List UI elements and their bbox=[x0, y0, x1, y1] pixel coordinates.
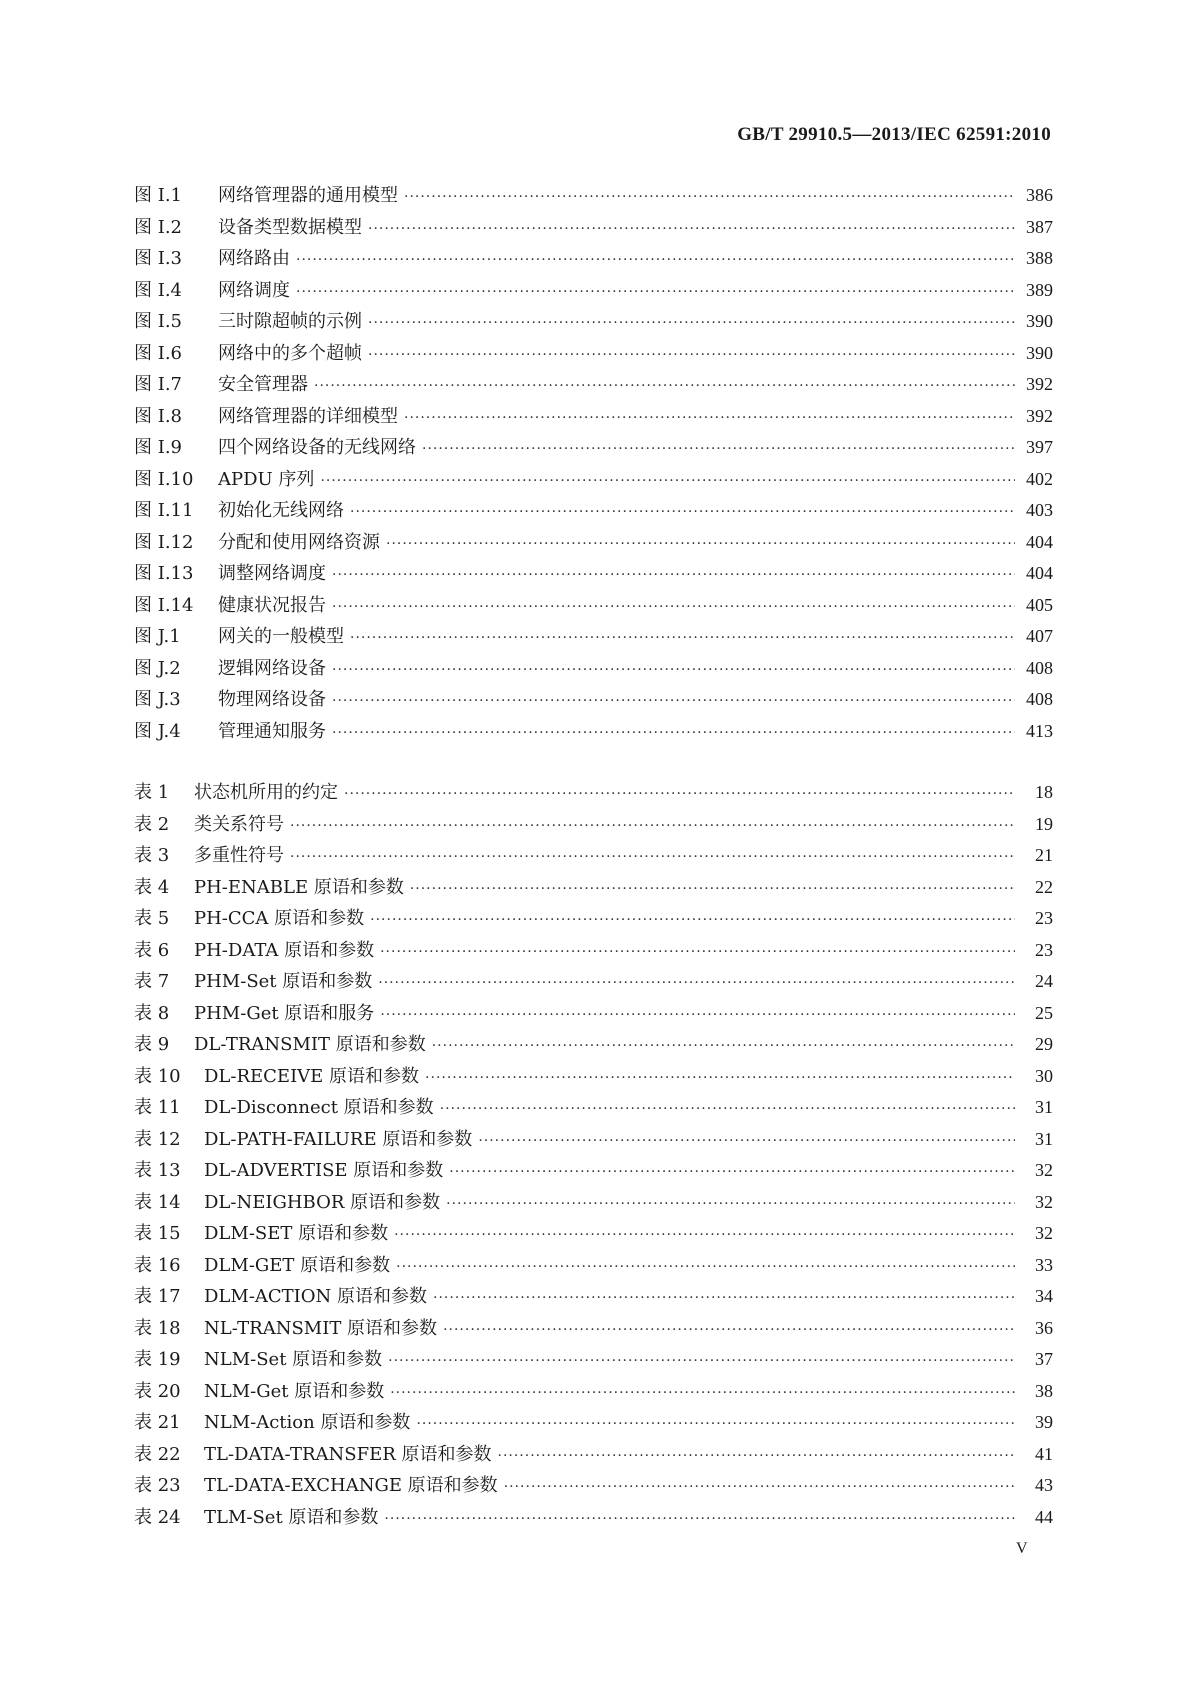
entry-label: 表 3 bbox=[134, 845, 170, 866]
entry-label: 表 13 bbox=[134, 1160, 181, 1181]
entry-label: 图 I.13 bbox=[134, 563, 194, 584]
entry-title: 安全管理器 bbox=[218, 374, 308, 395]
entry-title: 设备类型数据模型 bbox=[218, 216, 362, 238]
dot-leader bbox=[296, 245, 1015, 277]
entry-title: NLM-Get 原语和参数 bbox=[204, 1380, 385, 1402]
dot-leader bbox=[396, 1252, 1015, 1284]
entry-page-number: 403 bbox=[1026, 500, 1053, 520]
figure-entry[interactable] bbox=[134, 243, 1053, 275]
table-entry[interactable] bbox=[134, 872, 1053, 904]
entry-page-number: 407 bbox=[1026, 626, 1053, 646]
dot-leader bbox=[332, 718, 1015, 750]
table-entry[interactable] bbox=[134, 1439, 1053, 1471]
figure-entry[interactable] bbox=[134, 338, 1053, 370]
entry-label: 表 8 bbox=[134, 1002, 170, 1024]
entry-label: 表 16 bbox=[134, 1254, 181, 1276]
entry-title: 网络路由 bbox=[218, 248, 290, 269]
entry-page-number: 38 bbox=[1035, 1380, 1053, 1401]
entry-page-number: 25 bbox=[1035, 1002, 1053, 1023]
dot-leader bbox=[314, 371, 1015, 403]
entry-page-number: 23 bbox=[1035, 908, 1053, 928]
figure-entry[interactable] bbox=[134, 684, 1053, 716]
list-of-tables bbox=[134, 777, 1053, 1533]
entry-page-number: 389 bbox=[1026, 279, 1053, 300]
figure-entry[interactable] bbox=[134, 495, 1053, 527]
dot-leader bbox=[384, 1504, 1015, 1536]
table-entry[interactable] bbox=[134, 1281, 1053, 1313]
entry-title: DL-TRANSMIT 原语和参数 bbox=[194, 1034, 426, 1055]
table-entry[interactable] bbox=[134, 1187, 1053, 1219]
entry-page-number: 404 bbox=[1026, 563, 1053, 583]
dot-leader bbox=[422, 434, 1015, 466]
dot-leader bbox=[443, 1315, 1015, 1347]
figure-entry[interactable] bbox=[134, 212, 1053, 244]
entry-label: 表 2 bbox=[134, 813, 170, 835]
entry-title: TL-DATA-EXCHANGE 原语和参数 bbox=[204, 1475, 498, 1496]
dot-leader bbox=[478, 1126, 1015, 1158]
entry-title: 网络中的多个超帧 bbox=[218, 342, 362, 364]
dot-leader bbox=[404, 403, 1015, 435]
entry-label: 图 I.1 bbox=[134, 185, 183, 206]
page-number: V bbox=[1016, 1540, 1028, 1557]
figure-entry[interactable] bbox=[134, 653, 1053, 685]
entry-label: 表 19 bbox=[134, 1349, 181, 1370]
entry-title: TL-DATA-TRANSFER 原语和参数 bbox=[204, 1443, 492, 1465]
dot-leader bbox=[380, 1000, 1015, 1032]
dot-leader bbox=[504, 1472, 1015, 1504]
entry-page-number: 44 bbox=[1035, 1506, 1053, 1527]
entry-page-number: 32 bbox=[1035, 1191, 1053, 1212]
entry-label: 图 I.7 bbox=[134, 374, 183, 395]
dot-leader bbox=[404, 182, 1015, 214]
entry-title: NLM-Action 原语和参数 bbox=[204, 1412, 411, 1433]
entry-title: 类关系符号 bbox=[194, 813, 284, 835]
figure-entry[interactable] bbox=[134, 590, 1053, 622]
entry-page-number: 37 bbox=[1035, 1349, 1053, 1369]
entry-label: 图 I.14 bbox=[134, 594, 194, 616]
figure-entry[interactable] bbox=[134, 464, 1053, 496]
entry-page-number: 404 bbox=[1026, 531, 1053, 552]
entry-title: 管理通知服务 bbox=[218, 720, 326, 742]
figure-entry[interactable] bbox=[134, 306, 1053, 338]
entry-page-number: 39 bbox=[1035, 1412, 1053, 1432]
entry-page-number: 18 bbox=[1035, 782, 1053, 802]
dot-leader bbox=[368, 308, 1015, 340]
dot-leader bbox=[386, 529, 1015, 561]
dot-leader bbox=[446, 1189, 1015, 1221]
table-entry[interactable] bbox=[134, 1502, 1053, 1534]
dot-leader bbox=[378, 968, 1015, 1000]
dot-leader bbox=[370, 905, 1015, 937]
entry-label: 图 J.4 bbox=[134, 720, 181, 742]
entry-title: PH-ENABLE 原语和参数 bbox=[194, 876, 404, 898]
entry-label: 表 22 bbox=[134, 1443, 181, 1465]
entry-label: 图 J.2 bbox=[134, 657, 181, 679]
entry-page-number: 402 bbox=[1026, 468, 1053, 489]
entry-title: DLM-ACTION 原语和参数 bbox=[204, 1286, 428, 1307]
entry-label: 表 15 bbox=[134, 1223, 181, 1244]
entry-label: 图 I.12 bbox=[134, 531, 194, 553]
table-entry[interactable] bbox=[134, 1407, 1053, 1439]
entry-page-number: 31 bbox=[1035, 1128, 1053, 1149]
figure-entry[interactable] bbox=[134, 432, 1053, 464]
entry-label: 表 7 bbox=[134, 971, 170, 992]
standard-id-header: GB/T 29910.5—2013/IEC 62591:2010 bbox=[737, 124, 1051, 145]
figure-entry[interactable] bbox=[134, 180, 1053, 212]
entry-page-number: 32 bbox=[1035, 1223, 1053, 1243]
figure-entry[interactable] bbox=[134, 275, 1053, 307]
table-entry[interactable] bbox=[134, 903, 1053, 935]
dot-leader bbox=[368, 214, 1015, 246]
entry-page-number: 22 bbox=[1035, 876, 1053, 897]
entry-title: 调整网络调度 bbox=[218, 563, 326, 584]
table-entry[interactable] bbox=[134, 966, 1053, 998]
entry-title: PH-DATA 原语和参数 bbox=[194, 939, 375, 961]
entry-label: 表 12 bbox=[134, 1128, 181, 1150]
entry-title: 逻辑网络设备 bbox=[218, 657, 326, 679]
entry-title: DL-PATH-FAILURE 原语和参数 bbox=[204, 1128, 473, 1150]
dot-leader bbox=[332, 686, 1015, 718]
entry-label: 表 6 bbox=[134, 939, 170, 961]
entry-title: 多重性符号 bbox=[194, 845, 284, 866]
entry-page-number: 390 bbox=[1026, 311, 1053, 331]
entry-label: 表 20 bbox=[134, 1380, 181, 1402]
list-of-figures bbox=[134, 180, 1053, 747]
entry-label: 表 4 bbox=[134, 876, 170, 898]
entry-label: 图 I.3 bbox=[134, 248, 183, 269]
entry-title: NLM-Set 原语和参数 bbox=[204, 1349, 383, 1370]
entry-page-number: 413 bbox=[1026, 720, 1053, 741]
entry-page-number: 33 bbox=[1035, 1254, 1053, 1275]
table-entry[interactable] bbox=[134, 1376, 1053, 1408]
entry-page-number: 24 bbox=[1035, 971, 1053, 991]
entry-page-number: 23 bbox=[1035, 939, 1053, 960]
entry-page-number: 34 bbox=[1035, 1286, 1053, 1306]
entry-title: 四个网络设备的无线网络 bbox=[218, 437, 416, 458]
entry-title: 网络调度 bbox=[218, 279, 290, 301]
entry-title: DLM-SET 原语和参数 bbox=[204, 1223, 389, 1244]
table-entry[interactable] bbox=[134, 1313, 1053, 1345]
entry-label: 表 17 bbox=[134, 1286, 181, 1307]
entry-label: 图 I.2 bbox=[134, 216, 183, 238]
figure-entry[interactable] bbox=[134, 401, 1053, 433]
entry-label: 表 18 bbox=[134, 1317, 181, 1339]
entry-title: 三时隙超帧的示例 bbox=[218, 311, 362, 332]
entry-title: DL-ADVERTISE 原语和参数 bbox=[204, 1160, 444, 1181]
entry-label: 表 23 bbox=[134, 1475, 181, 1496]
table-entry[interactable] bbox=[134, 1218, 1053, 1250]
entry-title: PH-CCA 原语和参数 bbox=[194, 908, 365, 929]
dot-leader bbox=[290, 811, 1015, 843]
entry-title: NL-TRANSMIT 原语和参数 bbox=[204, 1317, 438, 1339]
entry-title: 初始化无线网络 bbox=[218, 500, 344, 521]
entry-label: 表 9 bbox=[134, 1034, 170, 1055]
figure-entry[interactable] bbox=[134, 527, 1053, 559]
table-entry[interactable] bbox=[134, 998, 1053, 1030]
dot-leader bbox=[440, 1094, 1015, 1126]
dot-leader bbox=[296, 277, 1015, 309]
dot-leader bbox=[380, 937, 1015, 969]
dot-leader bbox=[290, 842, 1015, 874]
entry-label: 图 I.10 bbox=[134, 468, 194, 490]
entry-page-number: 19 bbox=[1035, 813, 1053, 834]
entry-title: PHM-Set 原语和参数 bbox=[194, 971, 373, 992]
dot-leader bbox=[368, 340, 1015, 372]
entry-title: TLM-Set 原语和参数 bbox=[204, 1506, 379, 1528]
entry-page-number: 388 bbox=[1026, 248, 1053, 268]
entry-title: 分配和使用网络资源 bbox=[218, 531, 380, 553]
entry-page-number: 405 bbox=[1026, 594, 1053, 615]
table-entry[interactable] bbox=[134, 1092, 1053, 1124]
dot-leader bbox=[498, 1441, 1016, 1473]
table-entry[interactable] bbox=[134, 935, 1053, 967]
dot-leader bbox=[449, 1157, 1015, 1189]
table-entry[interactable] bbox=[134, 1061, 1053, 1093]
entry-label: 表 1 bbox=[134, 782, 170, 803]
figure-entry[interactable] bbox=[134, 369, 1053, 401]
table-entry[interactable] bbox=[134, 1470, 1053, 1502]
entry-page-number: 30 bbox=[1035, 1065, 1053, 1086]
dot-leader bbox=[410, 874, 1015, 906]
dot-leader bbox=[350, 623, 1015, 655]
entry-title: DL-NEIGHBOR 原语和参数 bbox=[204, 1191, 441, 1213]
dot-leader bbox=[394, 1220, 1015, 1252]
entry-page-number: 408 bbox=[1026, 657, 1053, 678]
entry-title: DL-RECEIVE 原语和参数 bbox=[204, 1065, 420, 1087]
entry-page-number: 387 bbox=[1026, 216, 1053, 237]
entry-title: 物理网络设备 bbox=[218, 689, 326, 710]
entry-page-number: 392 bbox=[1026, 374, 1053, 394]
dot-leader bbox=[350, 497, 1015, 529]
entry-page-number: 43 bbox=[1035, 1475, 1053, 1495]
figure-entry[interactable] bbox=[134, 716, 1053, 748]
dot-leader bbox=[344, 779, 1015, 811]
dot-leader bbox=[332, 655, 1015, 687]
table-entry[interactable] bbox=[134, 1124, 1053, 1156]
dot-leader bbox=[432, 1031, 1015, 1063]
table-entry[interactable] bbox=[134, 840, 1053, 872]
entry-page-number: 36 bbox=[1035, 1317, 1053, 1338]
entry-label: 图 J.3 bbox=[134, 689, 181, 710]
entry-label: 表 24 bbox=[134, 1506, 181, 1528]
entry-label: 图 I.8 bbox=[134, 405, 183, 427]
entry-title: 网关的一般模型 bbox=[218, 626, 344, 647]
entry-page-number: 32 bbox=[1035, 1160, 1053, 1180]
entry-title: 健康状况报告 bbox=[218, 594, 326, 616]
entry-label: 图 I.5 bbox=[134, 311, 183, 332]
dot-leader bbox=[332, 560, 1015, 592]
entry-title: 状态机所用的约定 bbox=[194, 782, 338, 803]
entry-label: 图 I.11 bbox=[134, 500, 194, 521]
entry-page-number: 21 bbox=[1035, 845, 1053, 865]
entry-page-number: 397 bbox=[1026, 437, 1053, 457]
dot-leader bbox=[320, 466, 1015, 498]
entry-label: 表 10 bbox=[134, 1065, 181, 1087]
entry-page-number: 390 bbox=[1026, 342, 1053, 363]
entry-label: 表 14 bbox=[134, 1191, 181, 1213]
table-entry[interactable] bbox=[134, 1250, 1053, 1282]
dot-leader bbox=[388, 1346, 1015, 1378]
entry-page-number: 408 bbox=[1026, 689, 1053, 709]
entry-title: APDU 序列 bbox=[218, 468, 315, 490]
entry-title: 网络管理器的详细模型 bbox=[218, 405, 398, 427]
table-entry[interactable] bbox=[134, 1155, 1053, 1187]
table-entry[interactable] bbox=[134, 777, 1053, 809]
entry-page-number: 392 bbox=[1026, 405, 1053, 426]
table-entry[interactable] bbox=[134, 1029, 1053, 1061]
entry-label: 表 11 bbox=[134, 1097, 181, 1118]
entry-title: PHM-Get 原语和服务 bbox=[194, 1002, 375, 1024]
entry-title: DL-Disconnect 原语和参数 bbox=[204, 1097, 434, 1118]
entry-page-number: 41 bbox=[1035, 1443, 1053, 1464]
dot-leader bbox=[433, 1283, 1015, 1315]
table-entry[interactable] bbox=[134, 1344, 1053, 1376]
entry-title: 网络管理器的通用模型 bbox=[218, 185, 398, 206]
entry-label: 表 21 bbox=[134, 1412, 181, 1433]
figure-entry[interactable] bbox=[134, 558, 1053, 590]
entry-page-number: 31 bbox=[1035, 1097, 1053, 1117]
entry-label: 图 I.9 bbox=[134, 437, 183, 458]
figure-entry[interactable] bbox=[134, 621, 1053, 653]
entry-page-number: 29 bbox=[1035, 1034, 1053, 1054]
table-entry[interactable] bbox=[134, 809, 1053, 841]
entry-page-number: 386 bbox=[1026, 185, 1053, 205]
dot-leader bbox=[332, 592, 1015, 624]
entry-label: 图 I.6 bbox=[134, 342, 183, 364]
dot-leader bbox=[390, 1378, 1015, 1410]
entry-title: DLM-GET 原语和参数 bbox=[204, 1254, 391, 1276]
dot-leader bbox=[416, 1409, 1015, 1441]
dot-leader bbox=[425, 1063, 1015, 1095]
entry-label: 表 5 bbox=[134, 908, 170, 929]
entry-label: 图 J.1 bbox=[134, 626, 181, 647]
entry-label: 图 I.4 bbox=[134, 279, 183, 301]
